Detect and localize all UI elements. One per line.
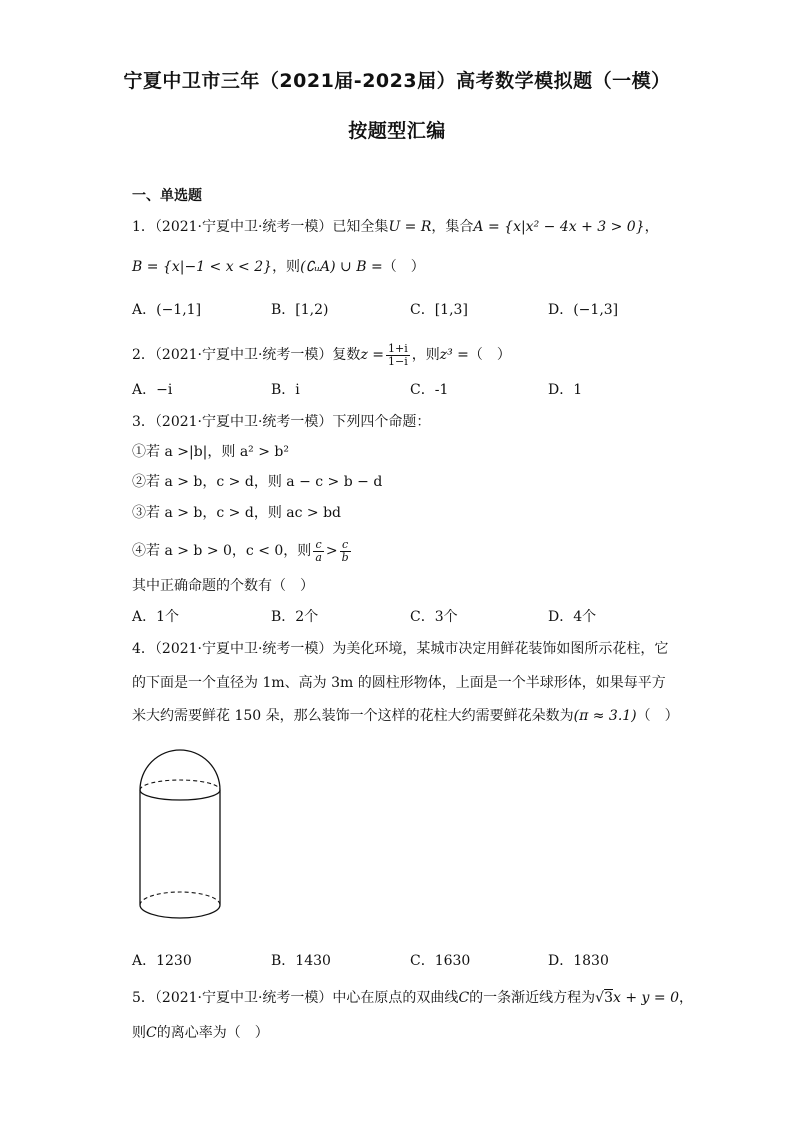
q1-comma: ， <box>644 219 659 235</box>
q4-option-c: C．1630 <box>410 953 471 969</box>
page-subtitle: 按题型汇编 <box>348 120 446 142</box>
q2-numerator: 1+i <box>388 341 408 355</box>
q3-question: 其中正确命题的个数有（ ） <box>132 578 314 594</box>
q1-line2 <box>132 257 425 277</box>
q2-option-d: D．1 <box>548 382 583 398</box>
q3-p4-frac2 <box>340 539 351 564</box>
q1-line1 <box>132 217 659 237</box>
q3-p4-gt: > <box>325 543 338 559</box>
bottom-ellipse-back <box>140 892 220 905</box>
q3-p4-num2: c <box>340 539 351 552</box>
q5-line2-a: 则 <box>132 1025 146 1041</box>
q2-option-b: B．i <box>271 382 300 398</box>
q3-p4-frac1 <box>313 539 324 564</box>
q5-line1-c: ， <box>678 990 693 1006</box>
q4-option-d: D．1830 <box>548 953 609 969</box>
q1-option-b: B．[1,2) <box>271 302 329 318</box>
q2-denominator: 1−i <box>388 354 408 368</box>
q2-prefix: 2．（2021·宁夏中卫·统考一模）复数 <box>132 347 361 363</box>
q2-option-c: C．-1 <box>410 382 449 398</box>
flower-column-figure <box>120 735 240 935</box>
q4-line2: 的下面是一个直径为 1m、高为 3m 的圆柱形物体，上面是一个半球形体，如果每平方 <box>132 675 666 691</box>
q2-fraction <box>386 343 410 368</box>
bottom-ellipse-front <box>140 905 220 918</box>
q5-line1-b: 的一条渐近线方程为 <box>469 990 596 1006</box>
q3-p4-den2: b <box>341 550 349 564</box>
q5-sqrt-sign: √ <box>595 990 605 1006</box>
q4-suffix: （ ） <box>636 708 679 724</box>
q3-option-d: D．4个 <box>548 609 597 625</box>
q3-proposition-3: ③若 a > b，c > d，则 ac > bd <box>132 505 342 521</box>
q1-option-a: A．(−1,1] <box>132 302 202 318</box>
section-heading: 一、单选题 <box>132 188 202 204</box>
q3-option-c: C．3个 <box>410 609 458 625</box>
q2-mid: ，则 <box>411 347 440 363</box>
q1-set-a: A = {x|x² − 4x + 3 > 0} <box>473 219 645 235</box>
q5-c2: C <box>146 1025 157 1041</box>
top-ellipse-front <box>140 790 220 800</box>
q3-proposition-4 <box>132 538 353 564</box>
q2-z: z = <box>360 347 384 363</box>
q3-option-a: A．1个 <box>132 609 180 625</box>
q3-proposition-2: ②若 a > b，c > d，则 a − c > b − d <box>132 474 383 490</box>
page-title: 宁夏中卫市三年（2021届-2023届）高考数学模拟题（一模） <box>123 70 671 92</box>
q5-line2-b: 的离心率为（ ） <box>156 1025 269 1041</box>
q1-text-b: ，则 <box>272 259 301 275</box>
q1-option-d: D．(−1,3] <box>548 302 619 318</box>
q4-line3-text: 米大约需要鲜花 150 朵，那么装饰一个这样的花柱大约需要鲜花朵数为 <box>132 708 574 724</box>
hemisphere-outline <box>140 750 220 790</box>
q2-option-a: A．−i <box>132 382 173 398</box>
q5-line2 <box>132 1023 269 1043</box>
q5-eq-rest: x + y = 0 <box>613 990 679 1006</box>
q3-p4-num1: c <box>313 539 324 552</box>
q1-set-b: B = {x|−1 < x < 2} <box>132 259 273 275</box>
top-ellipse-back <box>140 780 220 790</box>
q2-suffix: （ ） <box>468 347 511 363</box>
q4-pi: (π ≈ 3.1) <box>573 708 637 724</box>
q5-line1-a: 5．（2021·宁夏中卫·统考一模）中心在原点的双曲线 <box>132 990 459 1006</box>
q4-line1: 4．（2021·宁夏中卫·统考一模）为美化环境，某城市决定用鲜花装饰如图所示花柱，它 <box>132 641 669 657</box>
q4-line3 <box>132 706 679 726</box>
q2-line <box>132 342 511 368</box>
q5-line1 <box>132 988 693 1008</box>
q3-option-b: B．2个 <box>271 609 319 625</box>
q1-prefix: 1．（2021·宁夏中卫·统考一模）已知全集 <box>132 219 389 235</box>
q3-p4-den1: a <box>315 550 322 564</box>
q4-option-a: A．1230 <box>132 953 192 969</box>
q1-set-u: U = R <box>388 219 432 235</box>
q3-p4-text: ④若 a > b > 0，c < 0，则 <box>132 543 312 559</box>
q2-z3: z³ = <box>439 347 469 363</box>
q1-expr: (∁ᵤA) ∪ B = <box>300 259 383 275</box>
q1-text-a: ，集合 <box>431 219 474 235</box>
q5-sqrt-value: 3 <box>604 990 613 1006</box>
q1-text-c: （ ） <box>382 259 425 275</box>
q3-proposition-1: ①若 a >|b|，则 a² > b² <box>132 444 289 460</box>
q1-option-c: C．[1,3] <box>410 302 468 318</box>
q3-prefix: 3．（2021·宁夏中卫·统考一模）下列四个命题： <box>132 414 431 430</box>
q4-option-b: B．1430 <box>271 953 331 969</box>
q5-c: C <box>458 990 470 1006</box>
